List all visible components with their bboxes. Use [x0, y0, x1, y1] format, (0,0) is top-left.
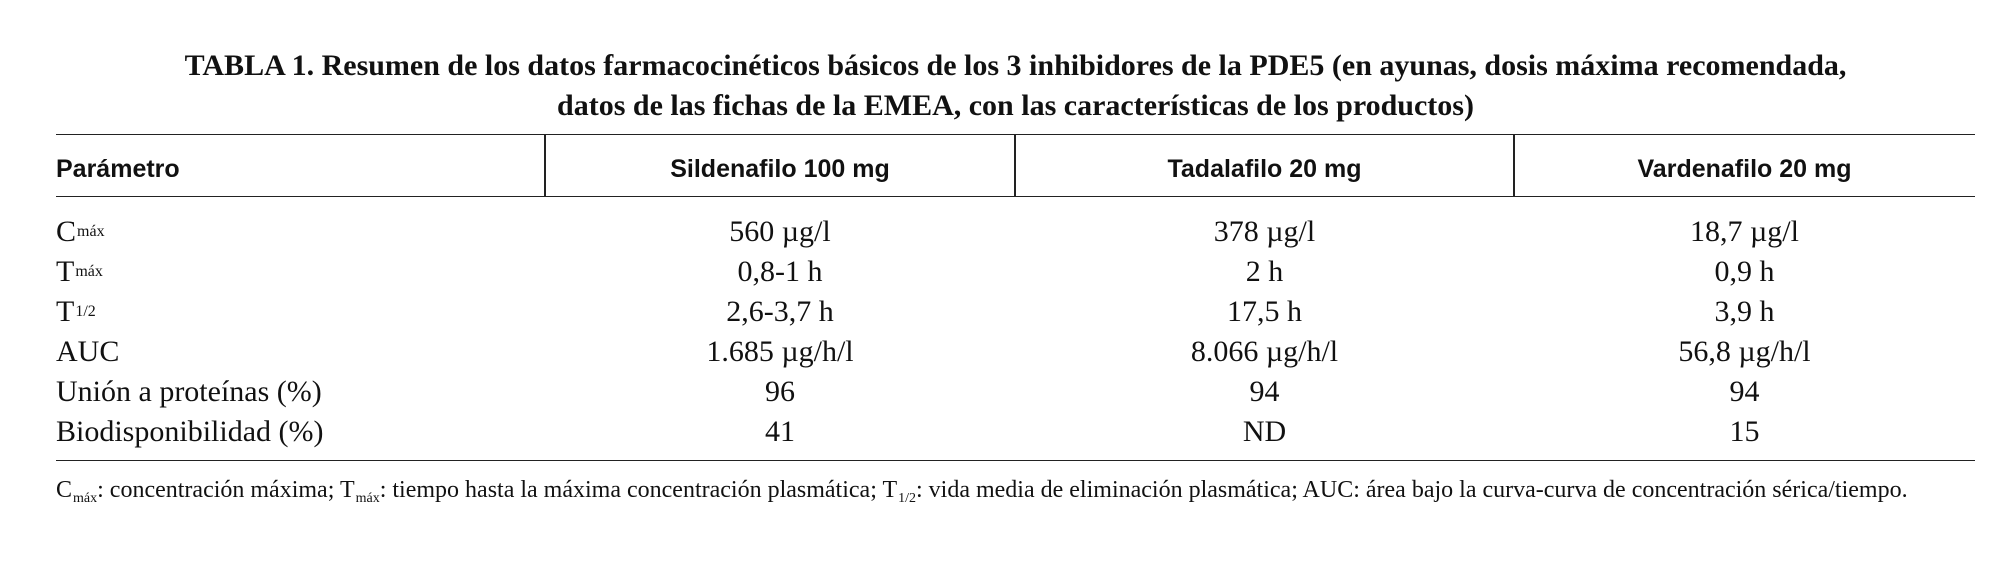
cell-sildenafilo: 2,6-3,7 h	[726, 295, 834, 328]
column-divider-2	[1014, 134, 1016, 196]
cell-tadalafilo: 378 µg/l	[1213, 215, 1316, 248]
footnote-c-sub: máx	[73, 491, 98, 506]
bottom-rule	[56, 460, 1975, 461]
table-footnote	[56, 474, 1975, 515]
cell-vardenafilo: 18,7 µg/l	[1690, 215, 1799, 248]
footnote-thalf-sub: 1/2	[898, 491, 916, 506]
footnote-t-sub: máx	[355, 491, 380, 506]
footnote-t-letter: T	[339, 477, 355, 503]
cell-vardenafilo: 3,9 h	[1714, 295, 1775, 328]
row-param-tmax: T máx	[56, 255, 103, 288]
cell-sildenafilo: 96	[765, 375, 795, 408]
cell-vardenafilo: 0,9 h	[1714, 255, 1775, 288]
cell-tadalafilo: 17,5 h	[1227, 295, 1302, 328]
header-parametro: Parámetro	[56, 154, 180, 183]
cell-vardenafilo: 15	[1729, 415, 1760, 448]
table-row	[56, 332, 1975, 372]
footnote-t-text: : tiempo hasta la máxima concentración plasmática;	[379, 477, 883, 503]
cell-tadalafilo: ND	[1242, 415, 1287, 448]
cell-sildenafilo: 0,8-1 h	[737, 255, 823, 288]
table-title-line-1: TABLA 1. Resumen de los datos farmacocinéticos básicos de los 3 inhibidores de la PDE5 (en ayunas, dosis máxima recomendada,	[184, 49, 1847, 82]
header-sildenafilo: Sildenafilo 100 mg	[670, 154, 890, 183]
row-param-thalf: T 1/2	[56, 295, 96, 328]
footnote-c-letter: C	[56, 477, 73, 503]
table-row	[56, 252, 1975, 292]
table-title	[56, 46, 1975, 126]
row-param-biodisponibilidad: Biodisponibilidad (%)	[56, 415, 324, 448]
cell-vardenafilo: 94	[1729, 375, 1760, 408]
cell-sildenafilo: 1.685 µg/h/l	[706, 335, 854, 368]
footnote-thalf-letter: T	[882, 477, 898, 503]
cell-tadalafilo: 94	[1249, 375, 1280, 408]
row-param-auc: AUC	[56, 335, 120, 368]
table-row	[56, 212, 1975, 252]
row-param-union-proteinas: Unión a proteínas (%)	[56, 375, 322, 408]
header-vardenafilo: Vardenafilo 20 mg	[1637, 154, 1852, 183]
row-param-cmax: C máx	[56, 215, 105, 248]
header-rule	[56, 196, 1975, 197]
table-row	[56, 412, 1975, 452]
column-divider-1	[544, 134, 546, 196]
cell-tadalafilo: 8.066 µg/h/l	[1190, 335, 1339, 368]
cell-sildenafilo: 41	[765, 415, 795, 448]
column-divider-3	[1513, 134, 1515, 196]
header-tadalafilo: Tadalafilo 20 mg	[1167, 154, 1362, 183]
table-title-line-2: datos de las fichas de la EMEA, con las características de los productos)	[557, 89, 1474, 122]
footnote-c-text: : concentración máxima;	[97, 477, 340, 503]
table-row	[56, 292, 1975, 332]
cell-sildenafilo: 560 µg/l	[729, 215, 831, 248]
footnote-thalf-text: : vida media de eliminación plasmática; AUC: área bajo la curva-curva de concentración sérica/tiempo.	[916, 477, 1908, 503]
table-row	[56, 372, 1975, 412]
cell-tadalafilo: 2 h	[1245, 255, 1284, 288]
cell-vardenafilo: 56,8 µg/h/l	[1678, 335, 1811, 368]
table-body	[56, 212, 1975, 452]
